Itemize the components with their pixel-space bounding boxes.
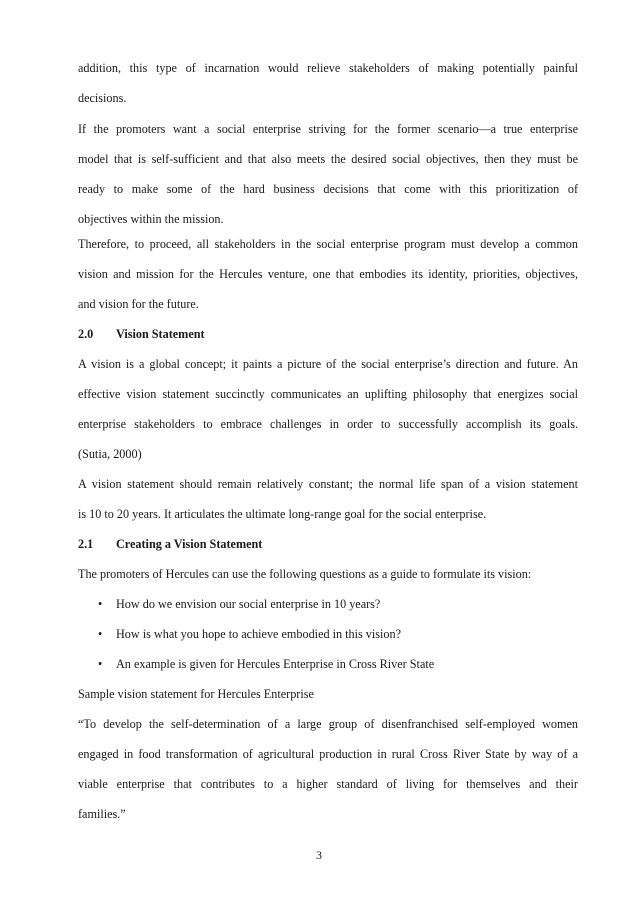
paragraph-line: Sample vision statement for Hercules Enterprise xyxy=(78,687,314,701)
bullet-icon: • xyxy=(98,627,103,641)
section-title: Creating a Vision Statement xyxy=(116,537,263,551)
paragraph-line: effective vision statement succinctly communicates an uplifting philosophy that energizes social xyxy=(78,387,578,401)
quote-line: families.” xyxy=(78,807,126,821)
paragraph-line: is 10 to 20 years. It articulates the ultimate long-range goal for the social enterprise. xyxy=(78,507,487,521)
list-item xyxy=(98,656,578,672)
bullet-icon: • xyxy=(98,597,103,611)
bullet-icon: • xyxy=(98,657,103,671)
section-number: 2.1 xyxy=(78,537,94,551)
quote-line: engaged in food transformation of agricultural production in rural Cross River State by way of a xyxy=(78,747,578,761)
paragraph-line: ready to make some of the hard business decisions that come with this prioritization of xyxy=(78,182,578,196)
section-heading xyxy=(78,326,578,342)
list-item-text: How do we envision our social enterprise in 10 years? xyxy=(116,597,381,611)
page-number: 3 xyxy=(316,848,322,862)
paragraph-line: A vision statement should remain relatively constant; the normal life span of a vision statement xyxy=(78,477,578,491)
paragraph-line: The promoters of Hercules can use the following questions as a guide to formulate its vision: xyxy=(78,567,532,581)
list-item-text: How is what you hope to achieve embodied in this vision? xyxy=(116,627,402,641)
subsection-heading xyxy=(78,536,578,552)
quote-line: viable enterprise that contributes to a higher standard of living for themselves and their xyxy=(78,777,578,791)
quote-line: “To develop the self-determination of a large group of disenfranchised self-employed women xyxy=(78,717,578,731)
paragraph-line: objectives within the mission. xyxy=(78,212,224,226)
paragraph-line: Therefore, to proceed, all stakeholders in the social enterprise program must develop a common xyxy=(78,237,578,251)
citation: (Sutia, 2000) xyxy=(78,447,142,461)
paragraph-line: A vision is a global concept; it paints a picture of the social enterprise’s direction and future. An xyxy=(78,357,578,371)
paragraph-line: If the promoters want a social enterprise striving for the former scenario—a true enterprise xyxy=(78,122,578,136)
paragraph-line: enterprise stakeholders to embrace challenges in order to successfully accomplish its goals. xyxy=(78,417,578,431)
list-item xyxy=(98,626,578,642)
section-number: 2.0 xyxy=(78,327,94,341)
list-item xyxy=(98,596,578,612)
paragraph-line: vision and mission for the Hercules venture, one that embodies its identity, priorities, objectives, xyxy=(78,267,578,281)
paragraph-line: decisions. xyxy=(78,91,127,105)
paragraph-line: model that is self-sufficient and that also meets the desired social objectives, then they must be xyxy=(78,152,578,166)
paragraph-line: addition, this type of incarnation would relieve stakeholders of making potentially painful xyxy=(78,61,578,75)
list-item-text: An example is given for Hercules Enterprise in Cross River State xyxy=(116,657,435,671)
section-title: Vision Statement xyxy=(116,327,205,341)
paragraph-line: and vision for the future. xyxy=(78,297,199,311)
